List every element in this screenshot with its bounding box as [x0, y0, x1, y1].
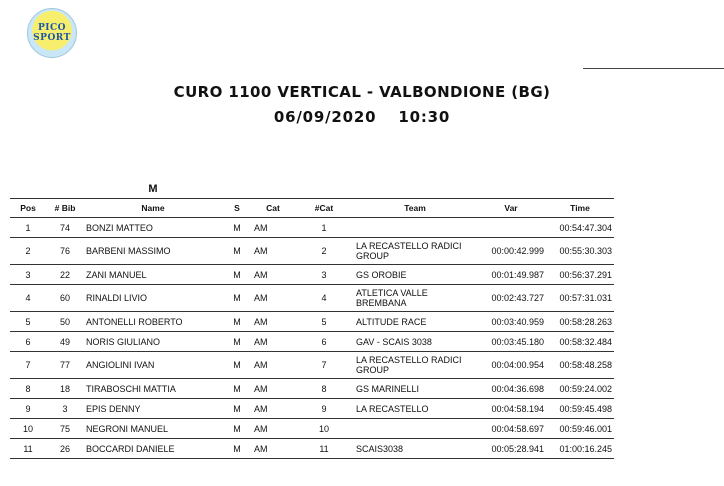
cell-pos: 10 — [10, 419, 46, 439]
event-time: 10:30 — [398, 108, 451, 126]
cell-cat: AM — [252, 265, 294, 285]
cell-time: 00:58:32.484 — [546, 332, 614, 352]
cell-catpos: 1 — [294, 218, 354, 238]
table-row — [10, 399, 614, 419]
group-label: M — [84, 180, 222, 199]
cell-bib: 49 — [46, 332, 84, 352]
col-header-cat: Cat — [252, 199, 294, 218]
cell-time: 00:58:28.263 — [546, 312, 614, 332]
cell-time: 00:54:47.304 — [546, 218, 614, 238]
table-row — [10, 265, 614, 285]
header-rule — [583, 68, 724, 69]
table-row — [10, 379, 614, 399]
cell-sex: M — [222, 399, 252, 419]
cell-var: 00:04:58.194 — [476, 399, 546, 419]
logo-text-line2: SPORT — [33, 33, 71, 43]
cell-pos: 5 — [10, 312, 46, 332]
cell-bib: 74 — [46, 218, 84, 238]
cell-var: 00:05:28.941 — [476, 439, 546, 459]
col-header-team: Team — [354, 199, 476, 218]
event-title: CURO 1100 VERTICAL - VALBONDIONE (BG) — [173, 83, 551, 101]
cell-bib: 76 — [46, 238, 84, 265]
cell-team: LA RECASTELLO RADICI GROUP — [354, 238, 476, 265]
cell-pos: 11 — [10, 439, 46, 459]
table-row — [10, 238, 614, 265]
cell-bib: 75 — [46, 419, 84, 439]
cell-cat: AM — [252, 332, 294, 352]
cell-cat: AM — [252, 285, 294, 312]
cell-time: 01:00:16.245 — [546, 439, 614, 459]
event-datetime — [0, 108, 724, 126]
cell-bib: 77 — [46, 352, 84, 379]
cell-cat: AM — [252, 238, 294, 265]
cell-time: 00:55:30.303 — [546, 238, 614, 265]
cell-bib: 3 — [46, 399, 84, 419]
cell-sex: M — [222, 332, 252, 352]
cell-sex: M — [222, 238, 252, 265]
cell-catpos: 3 — [294, 265, 354, 285]
table-row — [10, 218, 614, 238]
col-header-sex: S — [222, 199, 252, 218]
table-row — [10, 285, 614, 312]
cell-catpos: 10 — [294, 419, 354, 439]
cell-name: ANTONELLI ROBERTO — [84, 312, 222, 332]
cell-catpos: 7 — [294, 352, 354, 379]
cell-var: 00:04:36.698 — [476, 379, 546, 399]
cell-sex: M — [222, 285, 252, 312]
cell-sex: M — [222, 379, 252, 399]
cell-team — [354, 218, 476, 238]
cell-cat: AM — [252, 379, 294, 399]
cell-time: 00:59:24.002 — [546, 379, 614, 399]
cell-var: 00:01:49.987 — [476, 265, 546, 285]
group-header-row — [10, 180, 614, 199]
logo-text-line1: PICO — [38, 23, 66, 33]
event-date: 06/09/2020 — [273, 108, 377, 126]
col-header-time: Time — [546, 199, 614, 218]
cell-cat: AM — [252, 419, 294, 439]
cell-name: BARBENI MASSIMO — [84, 238, 222, 265]
pico-sport-logo — [27, 8, 77, 58]
cell-bib: 60 — [46, 285, 84, 312]
cell-cat: AM — [252, 312, 294, 332]
cell-name: ANGIOLINI IVAN — [84, 352, 222, 379]
cell-bib: 26 — [46, 439, 84, 459]
cell-bib: 50 — [46, 312, 84, 332]
cell-sex: M — [222, 352, 252, 379]
cell-pos: 1 — [10, 218, 46, 238]
table-row — [10, 352, 614, 379]
cell-catpos: 4 — [294, 285, 354, 312]
cell-cat: AM — [252, 352, 294, 379]
table-row — [10, 312, 614, 332]
cell-sex: M — [222, 419, 252, 439]
cell-name: BONZI MATTEO — [84, 218, 222, 238]
col-header-pos: Pos — [10, 199, 46, 218]
cell-cat: AM — [252, 399, 294, 419]
cell-sex: M — [222, 312, 252, 332]
cell-time: 00:56:37.291 — [546, 265, 614, 285]
table-row — [10, 419, 614, 439]
cell-team: ALTITUDE RACE — [354, 312, 476, 332]
cell-bib: 22 — [46, 265, 84, 285]
cell-var: 00:02:43.727 — [476, 285, 546, 312]
cell-var — [476, 218, 546, 238]
col-header-bib: # Bib — [46, 199, 84, 218]
cell-pos: 7 — [10, 352, 46, 379]
cell-name: NORIS GIULIANO — [84, 332, 222, 352]
cell-team: LA RECASTELLO RADICI GROUP — [354, 352, 476, 379]
cell-var: 00:03:45.180 — [476, 332, 546, 352]
results-table — [10, 180, 614, 459]
cell-sex: M — [222, 265, 252, 285]
cell-catpos: 9 — [294, 399, 354, 419]
col-header-var: Var — [476, 199, 546, 218]
cell-name: ZANI MANUEL — [84, 265, 222, 285]
cell-var: 00:04:00.954 — [476, 352, 546, 379]
cell-catpos: 5 — [294, 312, 354, 332]
cell-name: TIRABOSCHI MATTIA — [84, 379, 222, 399]
cell-bib: 18 — [46, 379, 84, 399]
cell-team: ATLETICA VALLE BREMBANA — [354, 285, 476, 312]
cell-name: BOCCARDI DANIELE — [84, 439, 222, 459]
column-header-row — [10, 199, 614, 218]
cell-team — [354, 419, 476, 439]
cell-pos: 2 — [10, 238, 46, 265]
cell-team: GS MARINELLI — [354, 379, 476, 399]
table-row — [10, 439, 614, 459]
cell-var: 00:03:40.959 — [476, 312, 546, 332]
cell-time: 00:58:48.258 — [546, 352, 614, 379]
cell-var: 00:04:58.697 — [476, 419, 546, 439]
cell-team: LA RECASTELLO — [354, 399, 476, 419]
col-header-name: Name — [84, 199, 222, 218]
cell-pos: 9 — [10, 399, 46, 419]
cell-time: 00:59:46.001 — [546, 419, 614, 439]
cell-name: RINALDI LIVIO — [84, 285, 222, 312]
cell-catpos: 2 — [294, 238, 354, 265]
cell-pos: 4 — [10, 285, 46, 312]
cell-pos: 6 — [10, 332, 46, 352]
cell-time: 00:57:31.031 — [546, 285, 614, 312]
cell-team: GAV - SCAIS 3038 — [354, 332, 476, 352]
cell-pos: 8 — [10, 379, 46, 399]
cell-catpos: 11 — [294, 439, 354, 459]
cell-catpos: 8 — [294, 379, 354, 399]
cell-time: 00:59:45.498 — [546, 399, 614, 419]
cell-pos: 3 — [10, 265, 46, 285]
cell-team: GS OROBIE — [354, 265, 476, 285]
cell-name: EPIS DENNY — [84, 399, 222, 419]
cell-cat: AM — [252, 218, 294, 238]
cell-name: NEGRONI MANUEL — [84, 419, 222, 439]
cell-sex: M — [222, 439, 252, 459]
table-row — [10, 332, 614, 352]
col-header-catpos: #Cat — [294, 199, 354, 218]
cell-var: 00:00:42.999 — [476, 238, 546, 265]
cell-team: SCAIS3038 — [354, 439, 476, 459]
cell-cat: AM — [252, 439, 294, 459]
cell-sex: M — [222, 218, 252, 238]
cell-catpos: 6 — [294, 332, 354, 352]
